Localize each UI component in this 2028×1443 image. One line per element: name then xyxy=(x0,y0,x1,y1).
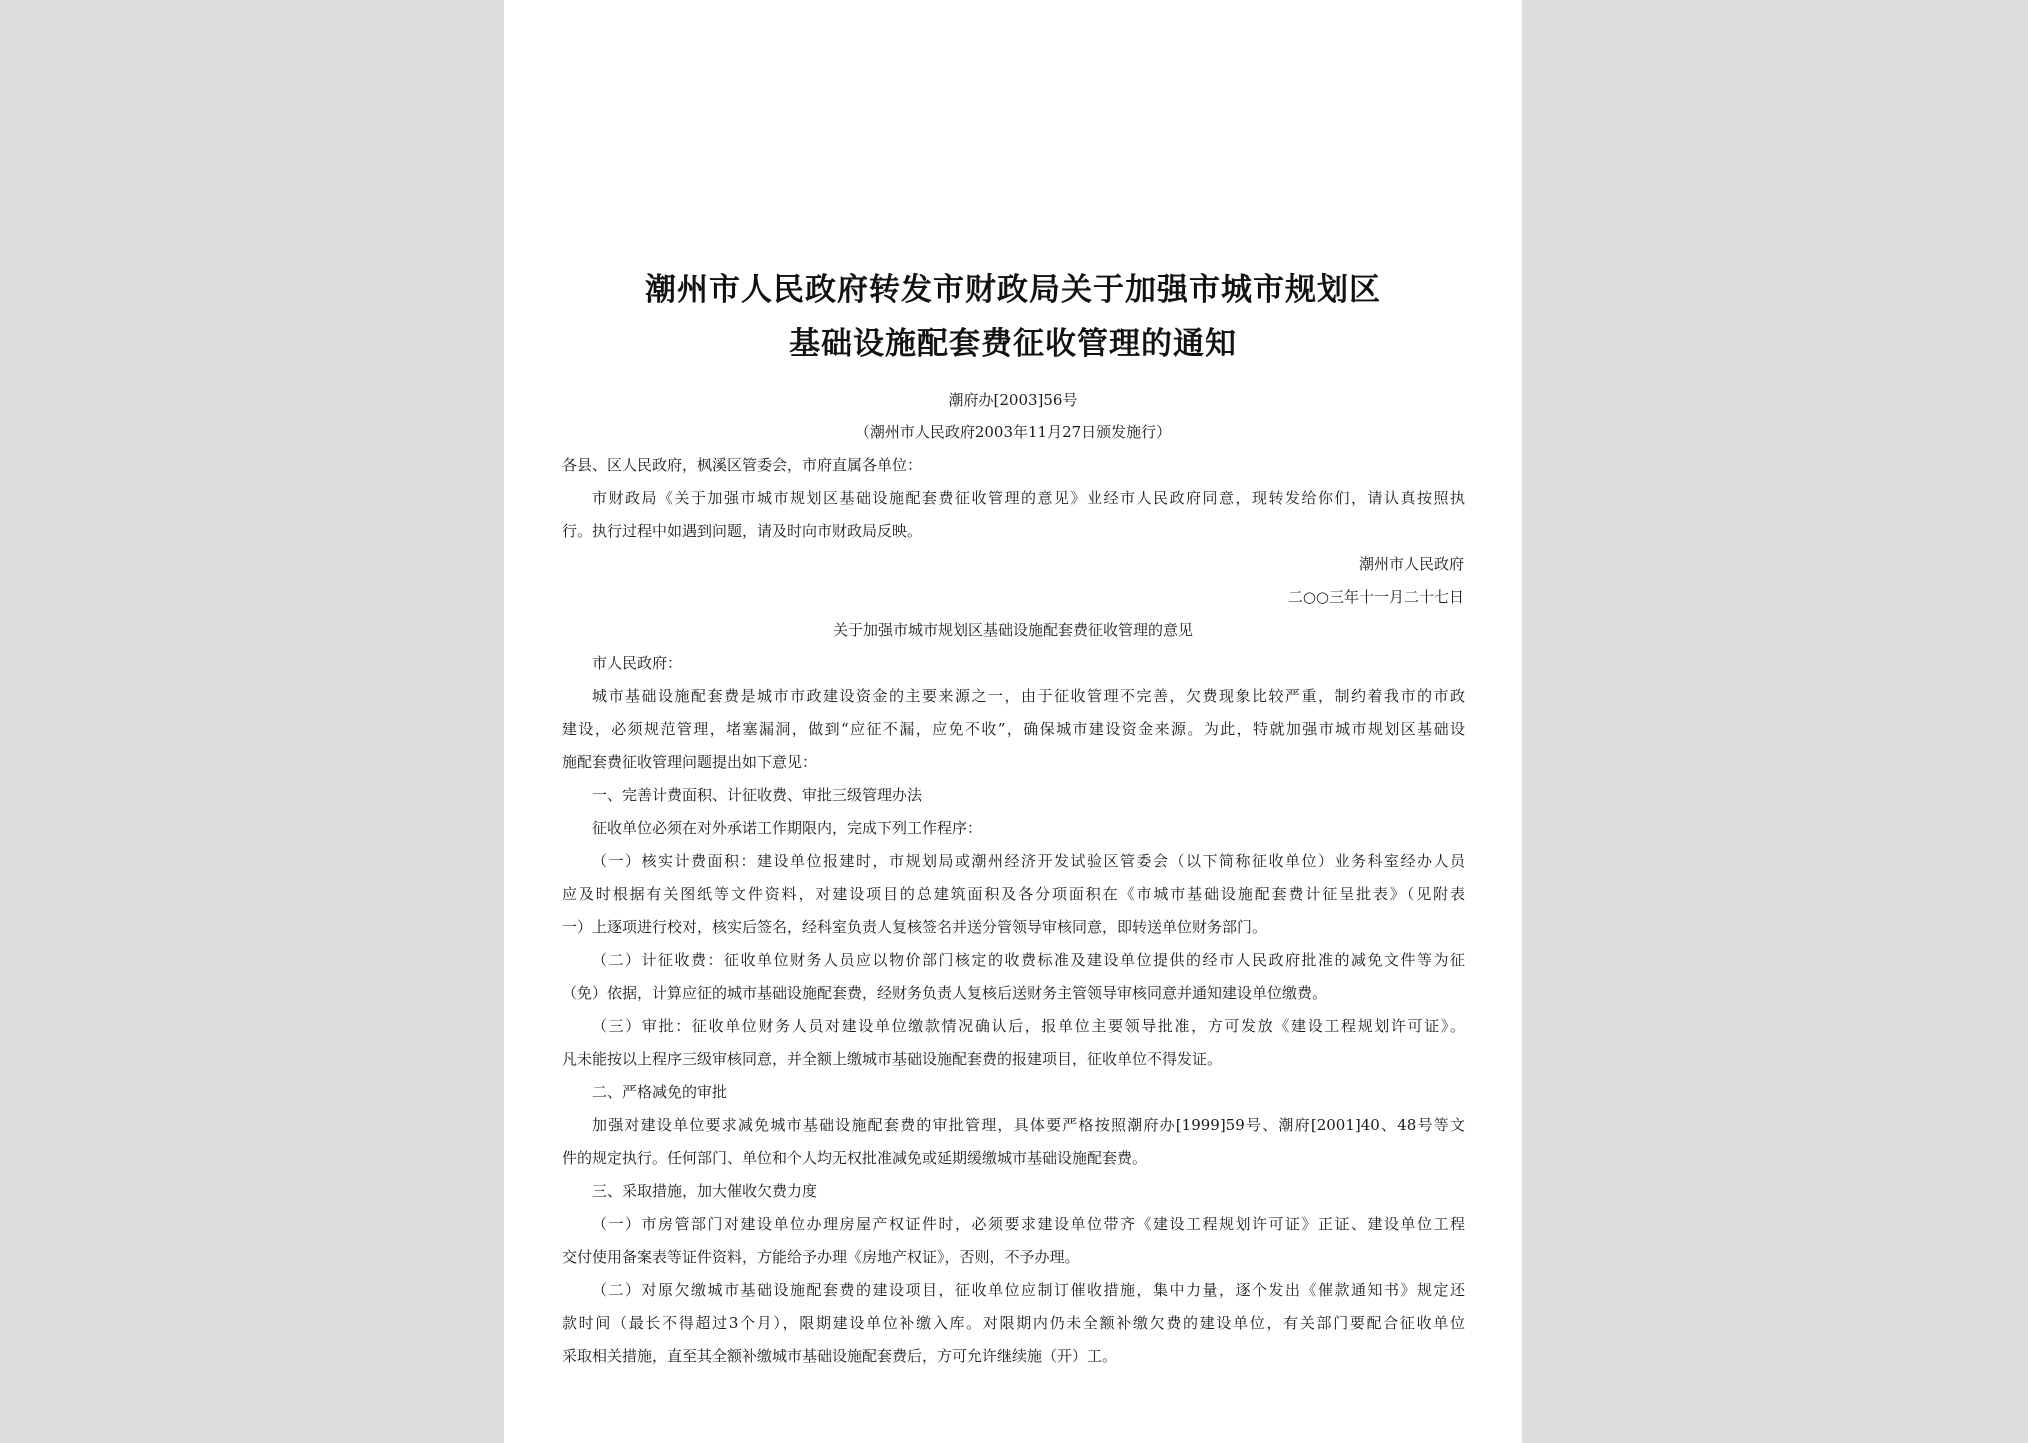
document-title-line2: 基础设施配套费征收管理的通知 xyxy=(789,326,1237,362)
paragraph-line: （一）市房管部门对建设单位办理房屋产权证件时，必须要求建设单位带齐《建设工程规划许可证》正证、建设单位工程 xyxy=(592,1215,1465,1233)
paragraph-line: 采取相关措施，直至其全额补缴城市基础设施配套费后，方可允许继续施（开）工。 xyxy=(562,1347,1118,1365)
document-title-line1: 潮州市人民政府转发市财政局关于加强市城市规划区 xyxy=(645,272,1381,308)
signature: 潮州市人民政府 xyxy=(1358,555,1464,573)
paragraph-line: 款时间（最长不得超过3个月），限期建设单位补缴入库。对限期内仍未全额补缴欠费的建设单位，有关部门要配合征收单位 xyxy=(562,1314,1465,1332)
paragraph-line: 城市基础设施配套费是城市市政建设资金的主要来源之一，由于征收管理不完善，欠费现象比较严重，制约着我市的市政 xyxy=(592,687,1465,705)
issue-note: （潮州市人民政府2003年11月27日颁发施行） xyxy=(854,423,1172,441)
document-page xyxy=(504,0,1522,1443)
paragraph-line: 征收单位必须在对外承诺工作期限内，完成下列工作程序： xyxy=(592,819,983,837)
attachment-addressee: 市人民政府： xyxy=(592,654,683,672)
intro-line-2: 行。执行过程中如遇到问题，请及时向市财政局反映。 xyxy=(562,522,923,540)
paragraph-line: 建设，必须规范管理，堵塞漏洞，做到“应征不漏，应免不收”，确保城市建设资金来源。为此，特就加强市城市规划区基础设 xyxy=(562,720,1465,738)
section-heading-2: 二、严格减免的审批 xyxy=(592,1083,728,1101)
paragraph-line: 加强对建设单位要求减免城市基础设施配套费的审批管理，具体要严格按照潮府办[1999]59号、潮府[2001]40、48号等文 xyxy=(592,1116,1465,1134)
paragraph-line: 凡未能按以上程序三级审核同意，并全额上缴城市基础设施配套费的报建项目，征收单位不得发证。 xyxy=(562,1050,1223,1068)
paragraph-line: 应及时根据有关图纸等文件资料，对建设项目的总建筑面积及各分项面积在《市城市基础设施配套费计征呈批表》（见附表 xyxy=(562,885,1465,903)
section-heading-1: 一、完善计费面积、计征收费、审批三级管理办法 xyxy=(592,786,923,804)
paragraph-line: 一）上逐项进行校对，核实后签名，经科室负责人复核签名并送分管领导审核同意，即转送单位财务部门。 xyxy=(562,918,1268,936)
paragraph-line: 件的规定执行。任何部门、单位和个人均无权批准减免或延期缓缴城市基础设施配套费。 xyxy=(562,1149,1148,1167)
paragraph-line: 交付使用备案表等证件资料，方能给予办理《房地产权证》，否则，不予办理。 xyxy=(562,1248,1080,1266)
intro-line-1: 市财政局《关于加强市城市规划区基础设施配套费征收管理的意见》业经市人民政府同意，现转发给你们，请认真按照执 xyxy=(592,489,1465,507)
document-number: 潮府办[2003]56号 xyxy=(948,391,1078,409)
paragraph-line: （免）依据，计算应征的城市基础设施配套费，经财务负责人复核后送财务主管领导审核同意并通知建设单位缴费。 xyxy=(562,984,1328,1002)
attachment-title: 关于加强市城市规划区基础设施配套费征收管理的意见 xyxy=(832,621,1193,639)
issue-date: 二○○三年十一月二十七日 xyxy=(1287,588,1464,606)
paragraph-line: （二）对原欠缴城市基础设施配套费的建设项目，征收单位应制订催收措施，集中力量，逐个发出《催款通知书》规定还 xyxy=(592,1281,1465,1299)
addressee: 各县、区人民政府，枫溪区管委会，市府直属各单位： xyxy=(562,456,923,474)
paragraph-line: （一）核实计费面积：建设单位报建时，市规划局或潮州经济开发试验区管委会（以下简称征收单位）业务科室经办人员 xyxy=(592,852,1465,870)
paragraph-line: （三）审批：征收单位财务人员对建设单位缴款情况确认后，报单位主要领导批准，方可发放《建设工程规划许可证》。 xyxy=(592,1017,1465,1035)
section-heading-3: 三、采取措施，加大催收欠费力度 xyxy=(592,1182,818,1200)
paragraph-line: 施配套费征收管理问题提出如下意见： xyxy=(562,753,818,771)
paragraph-line: （二）计征收费：征收单位财务人员应以物价部门核定的收费标准及建设单位提供的经市人民政府批准的减免文件等为征 xyxy=(592,951,1465,969)
